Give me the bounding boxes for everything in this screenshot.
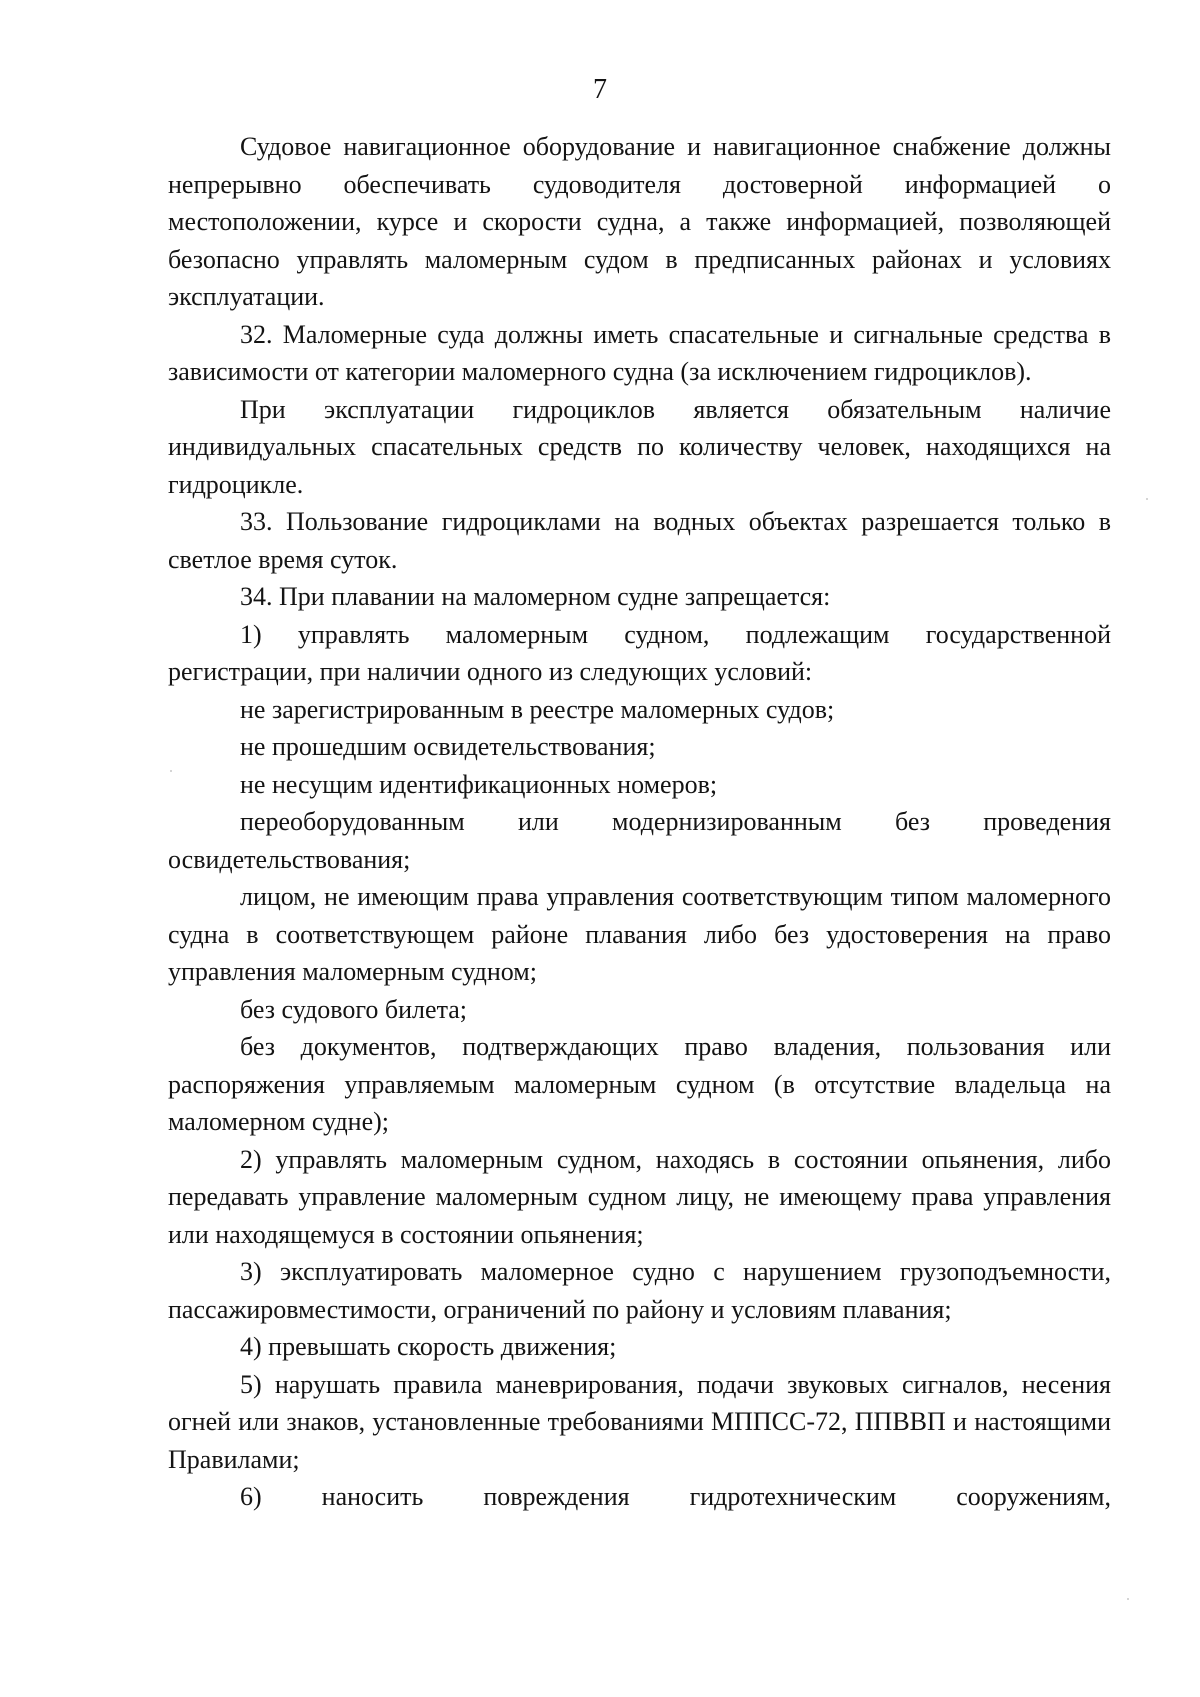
document-body: [168, 128, 1111, 1516]
scan-speck: [170, 770, 172, 772]
paragraph-item-34: 34. При плавании на маломерном судне запрещается:: [240, 582, 831, 611]
paragraph-item-33: 33. Пользование гидроциклами на водных объектах разрешается только в светлое время суток.: [168, 507, 1111, 574]
page-number: 7: [593, 74, 607, 105]
paragraph-jet-ski-operation: При эксплуатации гидроциклов является обязательным наличие индивидуальных спасательных средств по количеству человек, находящихся на гидроцикле.: [168, 394, 1111, 499]
paragraph-subitem-5: 5) нарушать правила маневрирования, подачи звуковых сигналов, несения огней или знаков, установленные требованиями МППСС-72, ППВВП и настоящими Правилами;: [168, 1369, 1111, 1474]
paragraph-condition-no-ship-ticket: без судового билета;: [240, 994, 468, 1024]
paragraph-condition-no-id-numbers: не несущим идентификационных номеров;: [240, 769, 718, 799]
scan-speck: [1127, 1598, 1129, 1600]
paragraph-condition-modified: переоборудованным или модернизированным без проведения освидетельствования;: [168, 807, 1111, 874]
paragraph-condition-unregistered: не зарегистрированным в реестре маломерных судов;: [240, 694, 835, 724]
paragraph-item-32: 32. Маломерные суда должны иметь спасательные и сигнальные средства в зависимости от категории маломерного судна (за исключением гидроциклов).: [168, 319, 1111, 386]
paragraph-navigation-equipment: Судовое навигационное оборудование и навигационное снабжение должны непрерывно обеспечивать судоводителя достоверной информацией о местоположении, курсе и скорости судна, а также информацией, позволяющей безопасно управлять маломерным судом в предписанных районах и условиях эксплуатации.: [168, 132, 1111, 311]
paragraph-subitem-2: 2) управлять маломерным судном, находясь в состоянии опьянения, либо передавать управление маломерным судном лицу, не имеющему права управления или находящемуся в состоянии опьянения;: [168, 1144, 1111, 1249]
paragraph-condition-no-documents: без документов, подтверждающих право владения, пользования или распоряжения управляемым маломерным судном (в отсутствие владельца на маломерном судне);: [168, 1032, 1111, 1136]
paragraph-subitem-4: 4) превышать скорость движения;: [240, 1332, 617, 1361]
paragraph-subitem-3: 3) эксплуатировать маломерное судно с нарушением грузоподъемности, пассажировместимости, ограничений по району и условиям плавания;: [168, 1257, 1111, 1324]
paragraph-condition-not-inspected: не прошедшим освидетельствования;: [240, 732, 656, 761]
paragraph-subitem-6: 6) наносить повреждения гидротехническим сооружениям,: [240, 1482, 1111, 1511]
paragraph-condition-no-license: лицом, не имеющим права управления соответствующим типом маломерного судна в соответствующем районе плавания либо без удостоверения на право управления маломерным судном;: [168, 882, 1111, 986]
paragraph-subitem-1: 1) управлять маломерным судном, подлежащим государственной регистрации, при наличии одного из следующих условий:: [168, 619, 1111, 686]
scan-speck: [1146, 498, 1148, 500]
